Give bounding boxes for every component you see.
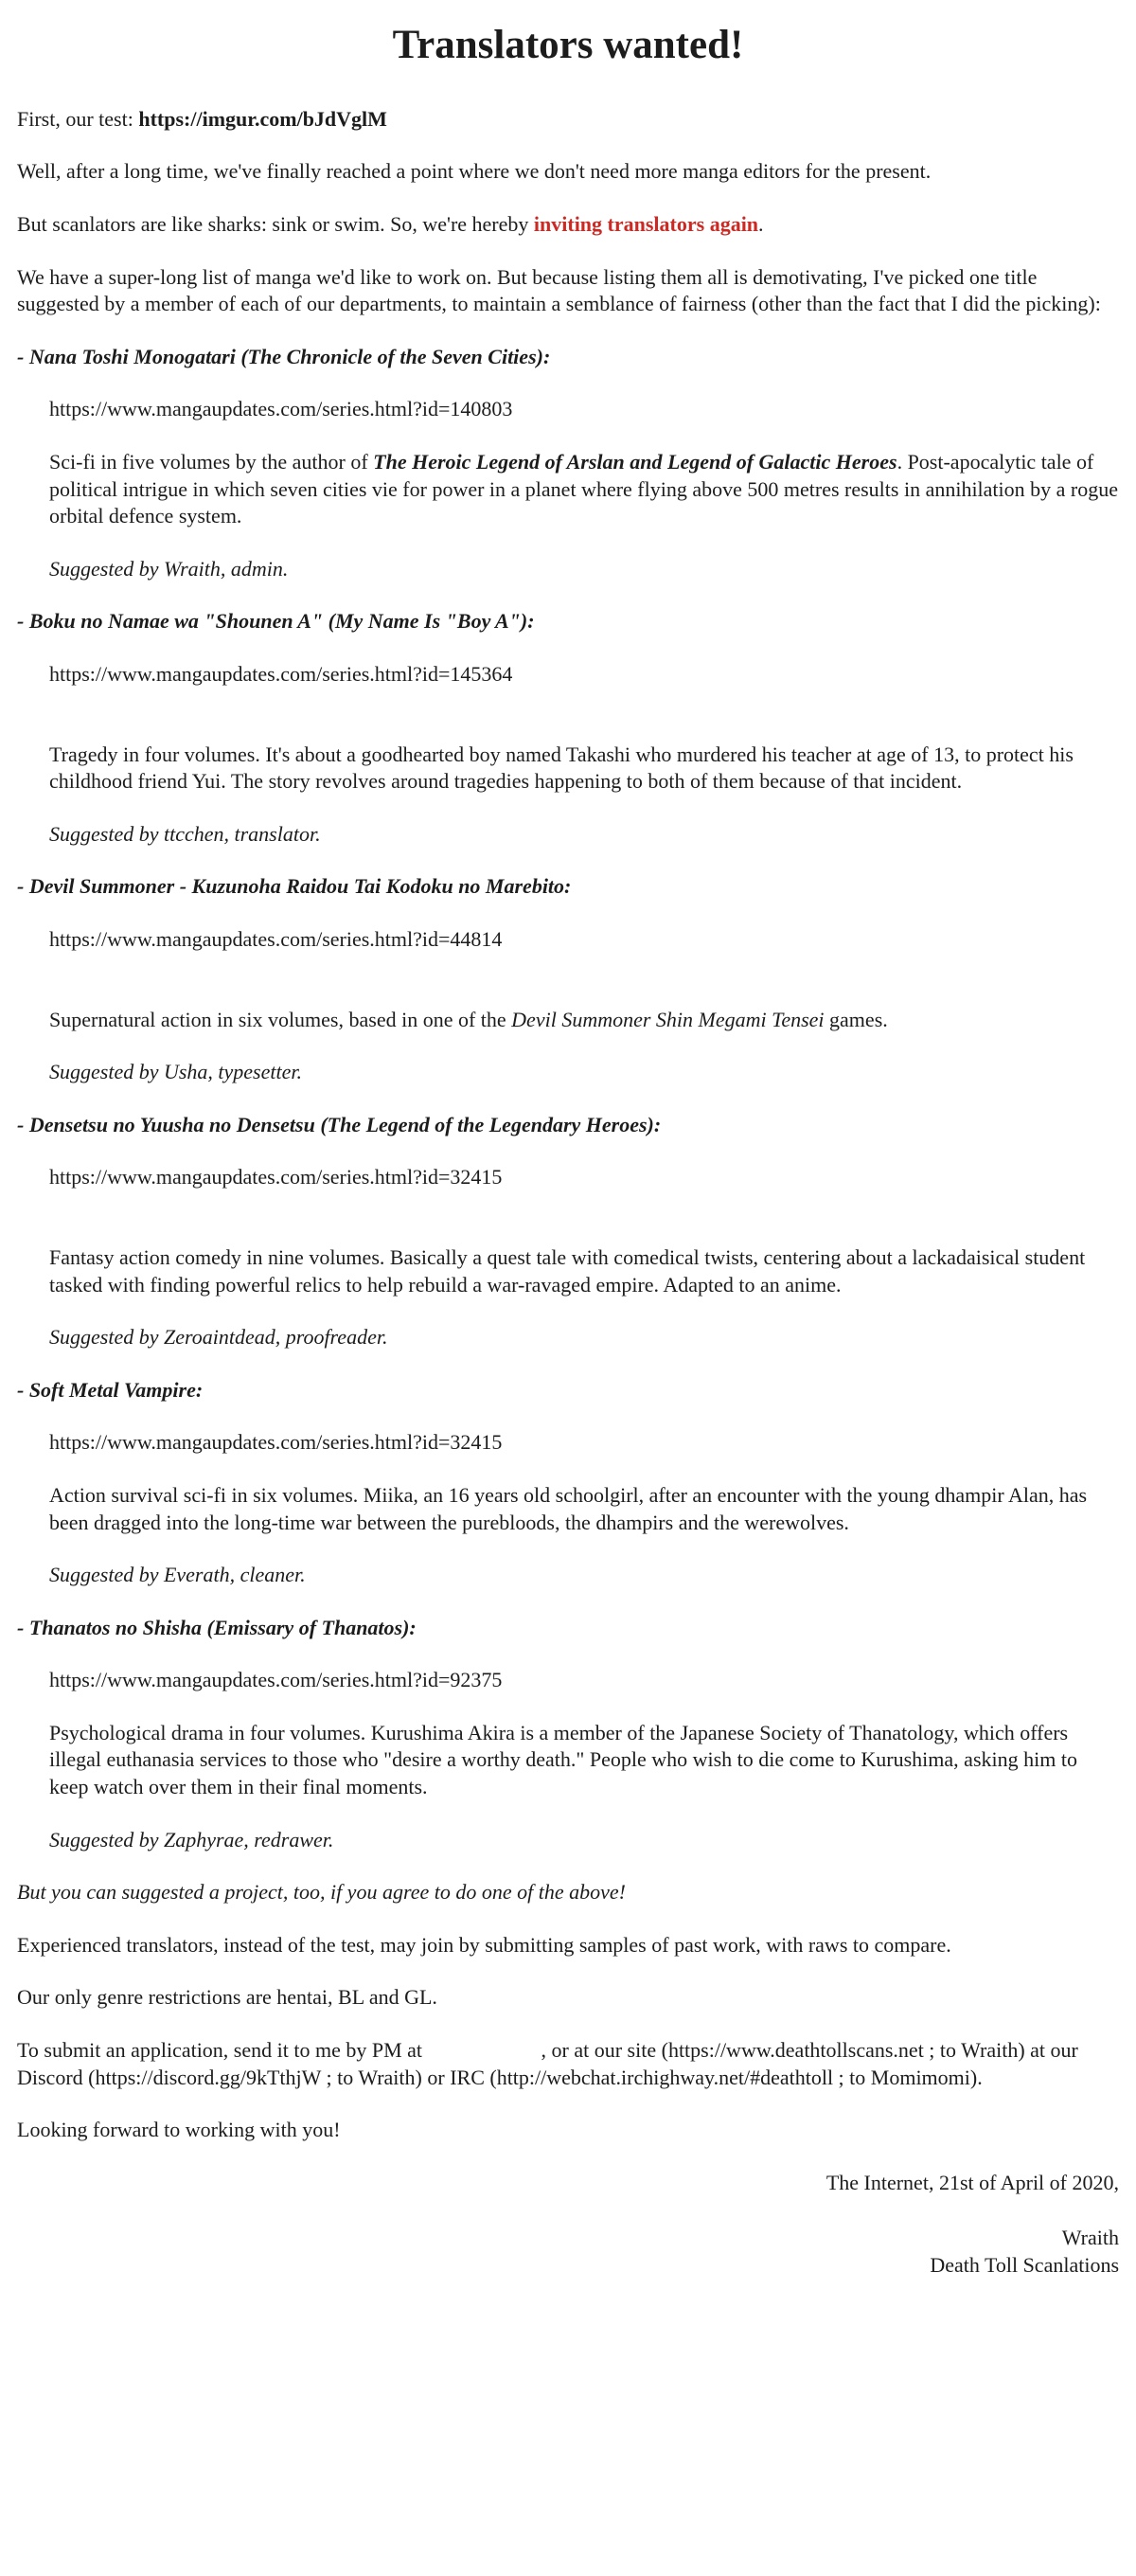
entry-title: - Boku no Namae wa "Shounen A" (My Name Is "Boy A"): [17,609,535,634]
entry-title: - Soft Metal Vampire: [17,1377,204,1402]
text-segment: Tragedy in four volumes. It's about a goodhearted boy named Takashi who murdered his teacher at age of 13, to protect his childhood friend Yui. The story revolves around tragedies happening to both of them because of that incident. [49,742,1074,794]
text-segment: We have a super-long list of manga we'd like to work on. But because listing them all is demotivating, I've picked one title suggested by a member of each of our departments, to maintain a semblance of fairness (other than the fact that I did the picking): [17,264,1101,316]
text-segment: Psychological drama in four volumes. Kurushima Akira is a member of the Japanese Society of Thanatology, which offers illegal euthanasia services to those who "desire a worthy death." People who wish to die come to Kurushima, asking him to keep watch over them in their final moments. [49,1720,1077,1799]
text-segment: Devil Summoner Shin Megami Tensei [511,1007,825,1031]
entry-url: https://www.mangaupdates.com/series.html?id=32415 [49,1430,503,1455]
text-segment: Well, after a long time, we've finally reached a point where we don't need more manga editors for the present. [17,159,932,184]
entry-suggested: Suggested by Wraith, admin. [49,556,289,581]
paragraph [17,2117,1119,2144]
text-segment: But scanlators are like sharks: sink or swim. So, we're hereby [17,212,534,237]
intro-section [17,106,1119,318]
manga-entry [17,873,1119,1085]
entry-description [17,449,1119,530]
text-segment: Action survival sci-fi in six volumes. Miika, an 16 years old schoolgirl, after an encounter with the young dhampir Alan, has been dragged into the long-time war between the purebloods, the dhampirs and the werewolves. [49,1482,1088,1534]
paragraph [17,1932,1119,1959]
text-segment: . Post-apocalytic tale of political intrigue in which seven cities vie for power in a planet where flying above 500 metres results in annihilation by a rogue orbital defence system. [49,450,1119,528]
text-segment: Supernatural action in six volumes, based in one of the [49,1007,512,1031]
signature-group: Death Toll Scanlations [930,2253,1119,2278]
entry-suggested: Suggested by Usha, typesetter. [49,1060,302,1084]
manga-entry [17,608,1119,848]
paragraph [17,1879,1119,1906]
paragraph [17,106,1119,134]
page-title: Translators wanted! [392,23,744,67]
entry-description [17,742,1119,796]
manga-list [17,344,1119,1853]
text-segment: Our only genre restrictions are hentai, BL and GL. [17,1985,437,2010]
entry-url: https://www.mangaupdates.com/series.html?id=145364 [49,662,513,687]
signature-name: Wraith [1061,2226,1119,2250]
entry-url: https://www.mangaupdates.com/series.html?id=92375 [49,1668,503,1692]
entry-url: https://www.mangaupdates.com/series.html?id=44814 [49,926,503,951]
paragraph [17,211,1119,239]
paragraph [17,158,1119,186]
paragraph [17,264,1119,318]
text-segment: Sci-fi in five volumes by the author of [49,450,374,474]
manga-entry [17,344,1119,583]
text-segment: To submit an application, send it to me by PM at [17,2038,428,2063]
entry-title: - Nana Toshi Monogatari (The Chronicle of the Seven Cities): [17,344,551,368]
text-segment: Experienced translators, instead of the test, may join by submitting samples of past work, with raws to compare. [17,1932,951,1957]
entry-suggested: Suggested by Zaphyrae, redrawer. [49,1827,334,1852]
entry-suggested: Suggested by Everath, cleaner. [49,1563,306,1587]
text-segment: But you can suggested a project, too, if you agree to do one of the above! [17,1880,626,1905]
entry-description [17,1720,1119,1801]
text-segment: inviting translators again [533,212,759,237]
paragraph [17,2037,1119,2091]
entry-description [17,1482,1119,1536]
text-segment: games. [824,1007,888,1031]
text-segment: The Heroic Legend of Arslan and Legend of Galactic Heroes [373,450,897,474]
entry-description [17,1244,1119,1298]
manga-entry [17,1112,1119,1351]
date-line: The Internet, 21st of April of 2020, [825,2170,1119,2194]
text-segment: . [758,212,764,237]
text-segment: First, our test: [17,106,139,131]
text-segment: Fantasy action comedy in nine volumes. Basically a quest tale with comedical twists, centering about a lackadaisical student tasked with finding powerful relics to help rebuild a war-ravaged empire. Adapted to an anime. [49,1244,1086,1297]
entry-title: - Thanatos no Shisha (Emissary of Thanatos): [17,1615,417,1639]
entry-suggested: Suggested by Zeroaintdead, proofreader. [49,1325,388,1350]
paragraph [17,1984,1119,2012]
text-segment: https://imgur.com/bJdVglM [138,106,387,131]
entry-url: https://www.mangaupdates.com/series.html?id=140803 [49,397,513,421]
entry-title: - Densetsu no Yuusha no Densetsu (The Legend of the Legendary Heroes): [17,1112,662,1136]
entry-url: https://www.mangaupdates.com/series.html?id=32415 [49,1165,503,1190]
signature-block [17,2170,1119,2280]
entry-description [17,1007,1119,1034]
manga-entry [17,1615,1119,1854]
manga-entry [17,1377,1119,1589]
entry-suggested: Suggested by ttcchen, translator. [49,821,321,846]
closing-section [17,1879,1119,2144]
text-segment: Looking forward to working with you! [17,2118,341,2142]
text-segment: , or at our site (https://www.deathtollscans.net ; to Wraith) at our Discord (https://discord.gg/9kTthjW ; to Wraith) or IRC (http://webchat.irchighway.net/#deathtoll ; to Momimomi). [17,2038,1078,2089]
entry-title: - Devil Summoner - Kuzunoha Raidou Tai Kodoku no Marebito: [17,874,572,899]
